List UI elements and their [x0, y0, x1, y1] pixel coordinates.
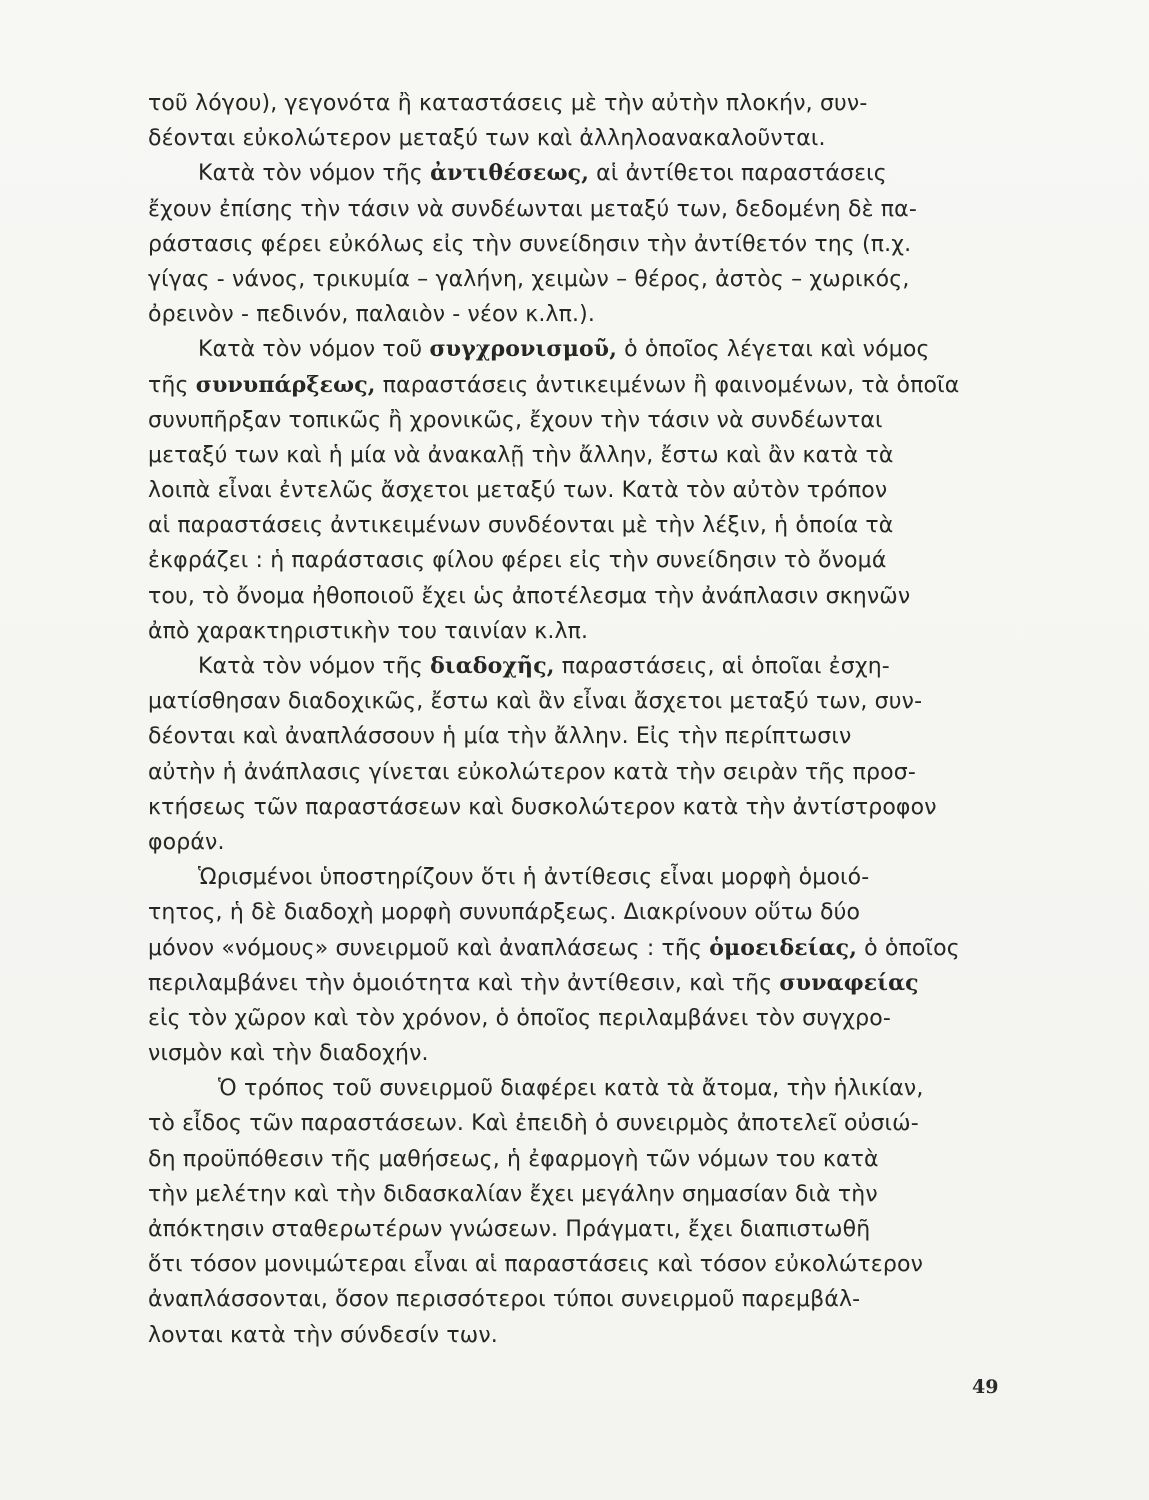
text-span: ὁ ὁποῖος: [857, 935, 960, 961]
text-span: παραστάσεις, αἱ ὁποῖαι ἐσχη-: [554, 654, 890, 679]
text-span: ἀναπλάσσονται, ὅσον περισσότεροι τύποι συνειρμοῦ παρεμβάλ-: [148, 1287, 861, 1313]
text-span: εἰς τὸν χῶρον καὶ τὸν χρόνον, ὁ ὁποῖος περιλαμβάνει τὸν συγχρο-: [148, 1005, 891, 1031]
text-span: τοῦ λόγου), γεγονότα ἢ καταστάσεις μὲ τὴν αὐτὴν πλοκήν, συν-: [148, 91, 868, 116]
text-line: [148, 297, 1001, 332]
text-line: [148, 1212, 1001, 1247]
text-span: αὐτὴν ἡ ἀνάπλασις γίνεται εὐκολώτερον κατὰ τὴν σειρὰν τῆς προσ-: [148, 759, 916, 785]
text-span: παραστάσεις ἀντικειμένων ἢ φαινομένων, τὰ ὁποῖα: [375, 372, 960, 398]
text-span: κτήσεως τῶν παραστάσεων καὶ δυσκολώτερον κατὰ τὴν ἀντίστροφον: [148, 794, 937, 820]
text-line: [148, 684, 1001, 719]
text-span: ἐκφράζει : ἡ παράστασις φίλου φέρει εἰς τὴν συνείδησιν τὸ ὄνομά: [148, 548, 887, 574]
text-line: [148, 825, 1001, 860]
text-line: [148, 332, 1001, 367]
text-line: [148, 1247, 1001, 1282]
text-span: μόνον «νόμους» συνειρμοῦ καὶ ἀναπλάσεως : τῆς: [148, 935, 710, 961]
bold-term: συναφείας: [779, 969, 919, 996]
text-span: τητος, ἡ δὲ διαδοχὴ μορφὴ συνυπάρξεως. Διακρίνουν οὕτω δύο: [148, 900, 861, 926]
text-line: [148, 719, 1001, 754]
text-line: [148, 121, 1001, 156]
text-line: [148, 192, 1001, 227]
text-line: [148, 1142, 1001, 1177]
text-line: [148, 860, 1001, 895]
text-line: [148, 1106, 1001, 1141]
text-line: [148, 1036, 1001, 1071]
text-line: [148, 508, 1001, 543]
text-span: δέονται καὶ ἀναπλάσσουν ἡ μία τὴν ἄλλην. Εἰς τὴν περίπτωσιν: [148, 724, 852, 750]
text-span: νισμὸν καὶ τὴν διαδοχήν.: [148, 1041, 429, 1067]
text-span: ἀπὸ χαρακτηριστικὴν του ταινίαν κ.λπ.: [148, 618, 589, 644]
text-span: δη προϋπόθεσιν τῆς μαθήσεως, ἡ ἐφαρμογὴ τῶν νόμων του κατὰ: [148, 1146, 879, 1172]
text-line: [148, 403, 1001, 438]
text-line: [148, 86, 1001, 121]
text-line: [148, 1071, 1001, 1106]
text-line: [148, 755, 1001, 790]
text-span: ἔχουν ἐπίσης τὴν τάσιν νὰ συνδέωνται μεταξύ των, δεδομένη δὲ πα-: [148, 196, 917, 222]
bold-term: ἀντιθέσεως,: [430, 160, 590, 187]
text-span: μεταξύ των καὶ ἡ μία νὰ ἀνακαλῇ τὴν ἄλλην, ἔστω καὶ ἂν κατὰ τὰ: [148, 442, 894, 468]
page-number: 49: [972, 1376, 999, 1398]
text-span: τὴν μελέτην καὶ τὴν διδασκαλίαν ἔχει μεγάλην σημασίαν διὰ τὴν: [148, 1181, 878, 1207]
bold-term: συγχρονισμοῦ,: [429, 336, 618, 363]
text-line: [148, 1001, 1001, 1036]
text-line: [148, 438, 1001, 473]
text-span: φοράν.: [148, 829, 225, 855]
text-span: δέονται εὐκολώτερον μεταξύ των καὶ ἀλληλοανακαλοῦνται.: [148, 126, 826, 152]
text-span: αἱ ἀντίθετοι παραστάσεις: [589, 161, 887, 187]
text-line: [148, 579, 1001, 614]
text-line: [148, 931, 1001, 966]
text-span: Κατὰ τὸν νόμον τῆς: [198, 161, 431, 187]
text-span: ἀπόκτησιν σταθερωτέρων γνώσεων. Πράγματι, ἔχει διαπιστωθῆ: [148, 1217, 871, 1242]
text-line: [148, 368, 1001, 403]
text-line: [148, 262, 1001, 297]
text-span: ράστασις φέρει εὐκόλως εἰς τὴν συνείδησιν τὴν ἀντίθετόν της (π.χ.: [148, 231, 912, 257]
text-span: τῆς: [148, 372, 196, 398]
text-line: [148, 1318, 1001, 1353]
text-line: [148, 543, 1001, 578]
text-span: ματίσθησαν διαδοχικῶς, ἔστω καὶ ἂν εἶναι ἄσχετοι μεταξύ των, συν-: [148, 689, 923, 715]
bold-term: διαδοχῆς,: [430, 653, 555, 679]
text-span: Ὁ τρόπος τοῦ συνειρμοῦ διαφέρει κατὰ τὰ ἄτομα, τὴν ἡλικίαν,: [218, 1076, 924, 1102]
text-line: [148, 790, 1001, 825]
text-span: ὀρεινὸν - πεδινόν, παλαιὸν - νέον κ.λπ.).: [148, 302, 596, 328]
text-line: [148, 1177, 1001, 1212]
bold-term: ὁμοειδείας,: [709, 934, 858, 961]
text-span: τὸ εἶδος τῶν παραστάσεων. Καὶ ἐπειδὴ ὁ συνειρμὸς ἀποτελεῖ οὐσιώ-: [148, 1111, 919, 1137]
text-span: συνυπῆρξαν τοπικῶς ἢ χρονικῶς, ἔχουν τὴν τάσιν νὰ συνδέωνται: [148, 407, 883, 433]
text-span: Ὡρισμένοι ὑποστηρίζουν ὅτι ἡ ἀντίθεσις εἶναι μορφὴ ὁμοιό-: [198, 865, 870, 891]
text-span: Κατὰ τὸν νόμον τῆς: [198, 654, 431, 679]
text-span: περιλαμβάνει τὴν ὁμοιότητα καὶ τὴν ἀντίθεσιν, καὶ τῆς: [148, 970, 780, 996]
text-span: αἱ παραστάσεις ἀντικειμένων συνδέονται μὲ τὴν λέξιν, ἡ ὁποία τὰ: [148, 513, 894, 539]
text-span: ὁ ὁποῖος λέγεται καὶ νόμος: [617, 337, 930, 363]
text-span: λοιπὰ εἶναι ἐντελῶς ἄσχετοι μεταξύ των. Κατὰ τὸν αὐτὸν τρόπον: [148, 478, 888, 504]
text-span: γίγας - νάνος, τρικυμία – γαλήνη, χειμὼν – θέρος, ἀστὸς – χωρικός,: [148, 266, 910, 292]
body-text: [148, 86, 1001, 1353]
text-line: [148, 473, 1001, 508]
text-span: Κατὰ τὸν νόμον τοῦ: [198, 337, 430, 363]
text-span: λονται κατὰ τὴν σύνδεσίν των.: [148, 1322, 498, 1348]
text-span: ὅτι τόσον μονιμώτεραι εἶναι αἱ παραστάσεις καὶ τόσον εὐκολώτερον: [148, 1252, 924, 1278]
text-line: [148, 227, 1001, 262]
text-line: [148, 1282, 1001, 1317]
text-line: [148, 156, 1001, 191]
text-line: [148, 895, 1001, 930]
text-line: [148, 614, 1001, 649]
bold-term: συνυπάρξεως,: [195, 371, 376, 398]
text-line: [148, 966, 1001, 1001]
text-line: [148, 649, 1001, 684]
text-span: του, τὸ ὄνομα ἠθοποιοῦ ἔχει ὡς ἀποτέλεσμα τὴν ἀνάπλασιν σκηνῶν: [148, 583, 911, 609]
